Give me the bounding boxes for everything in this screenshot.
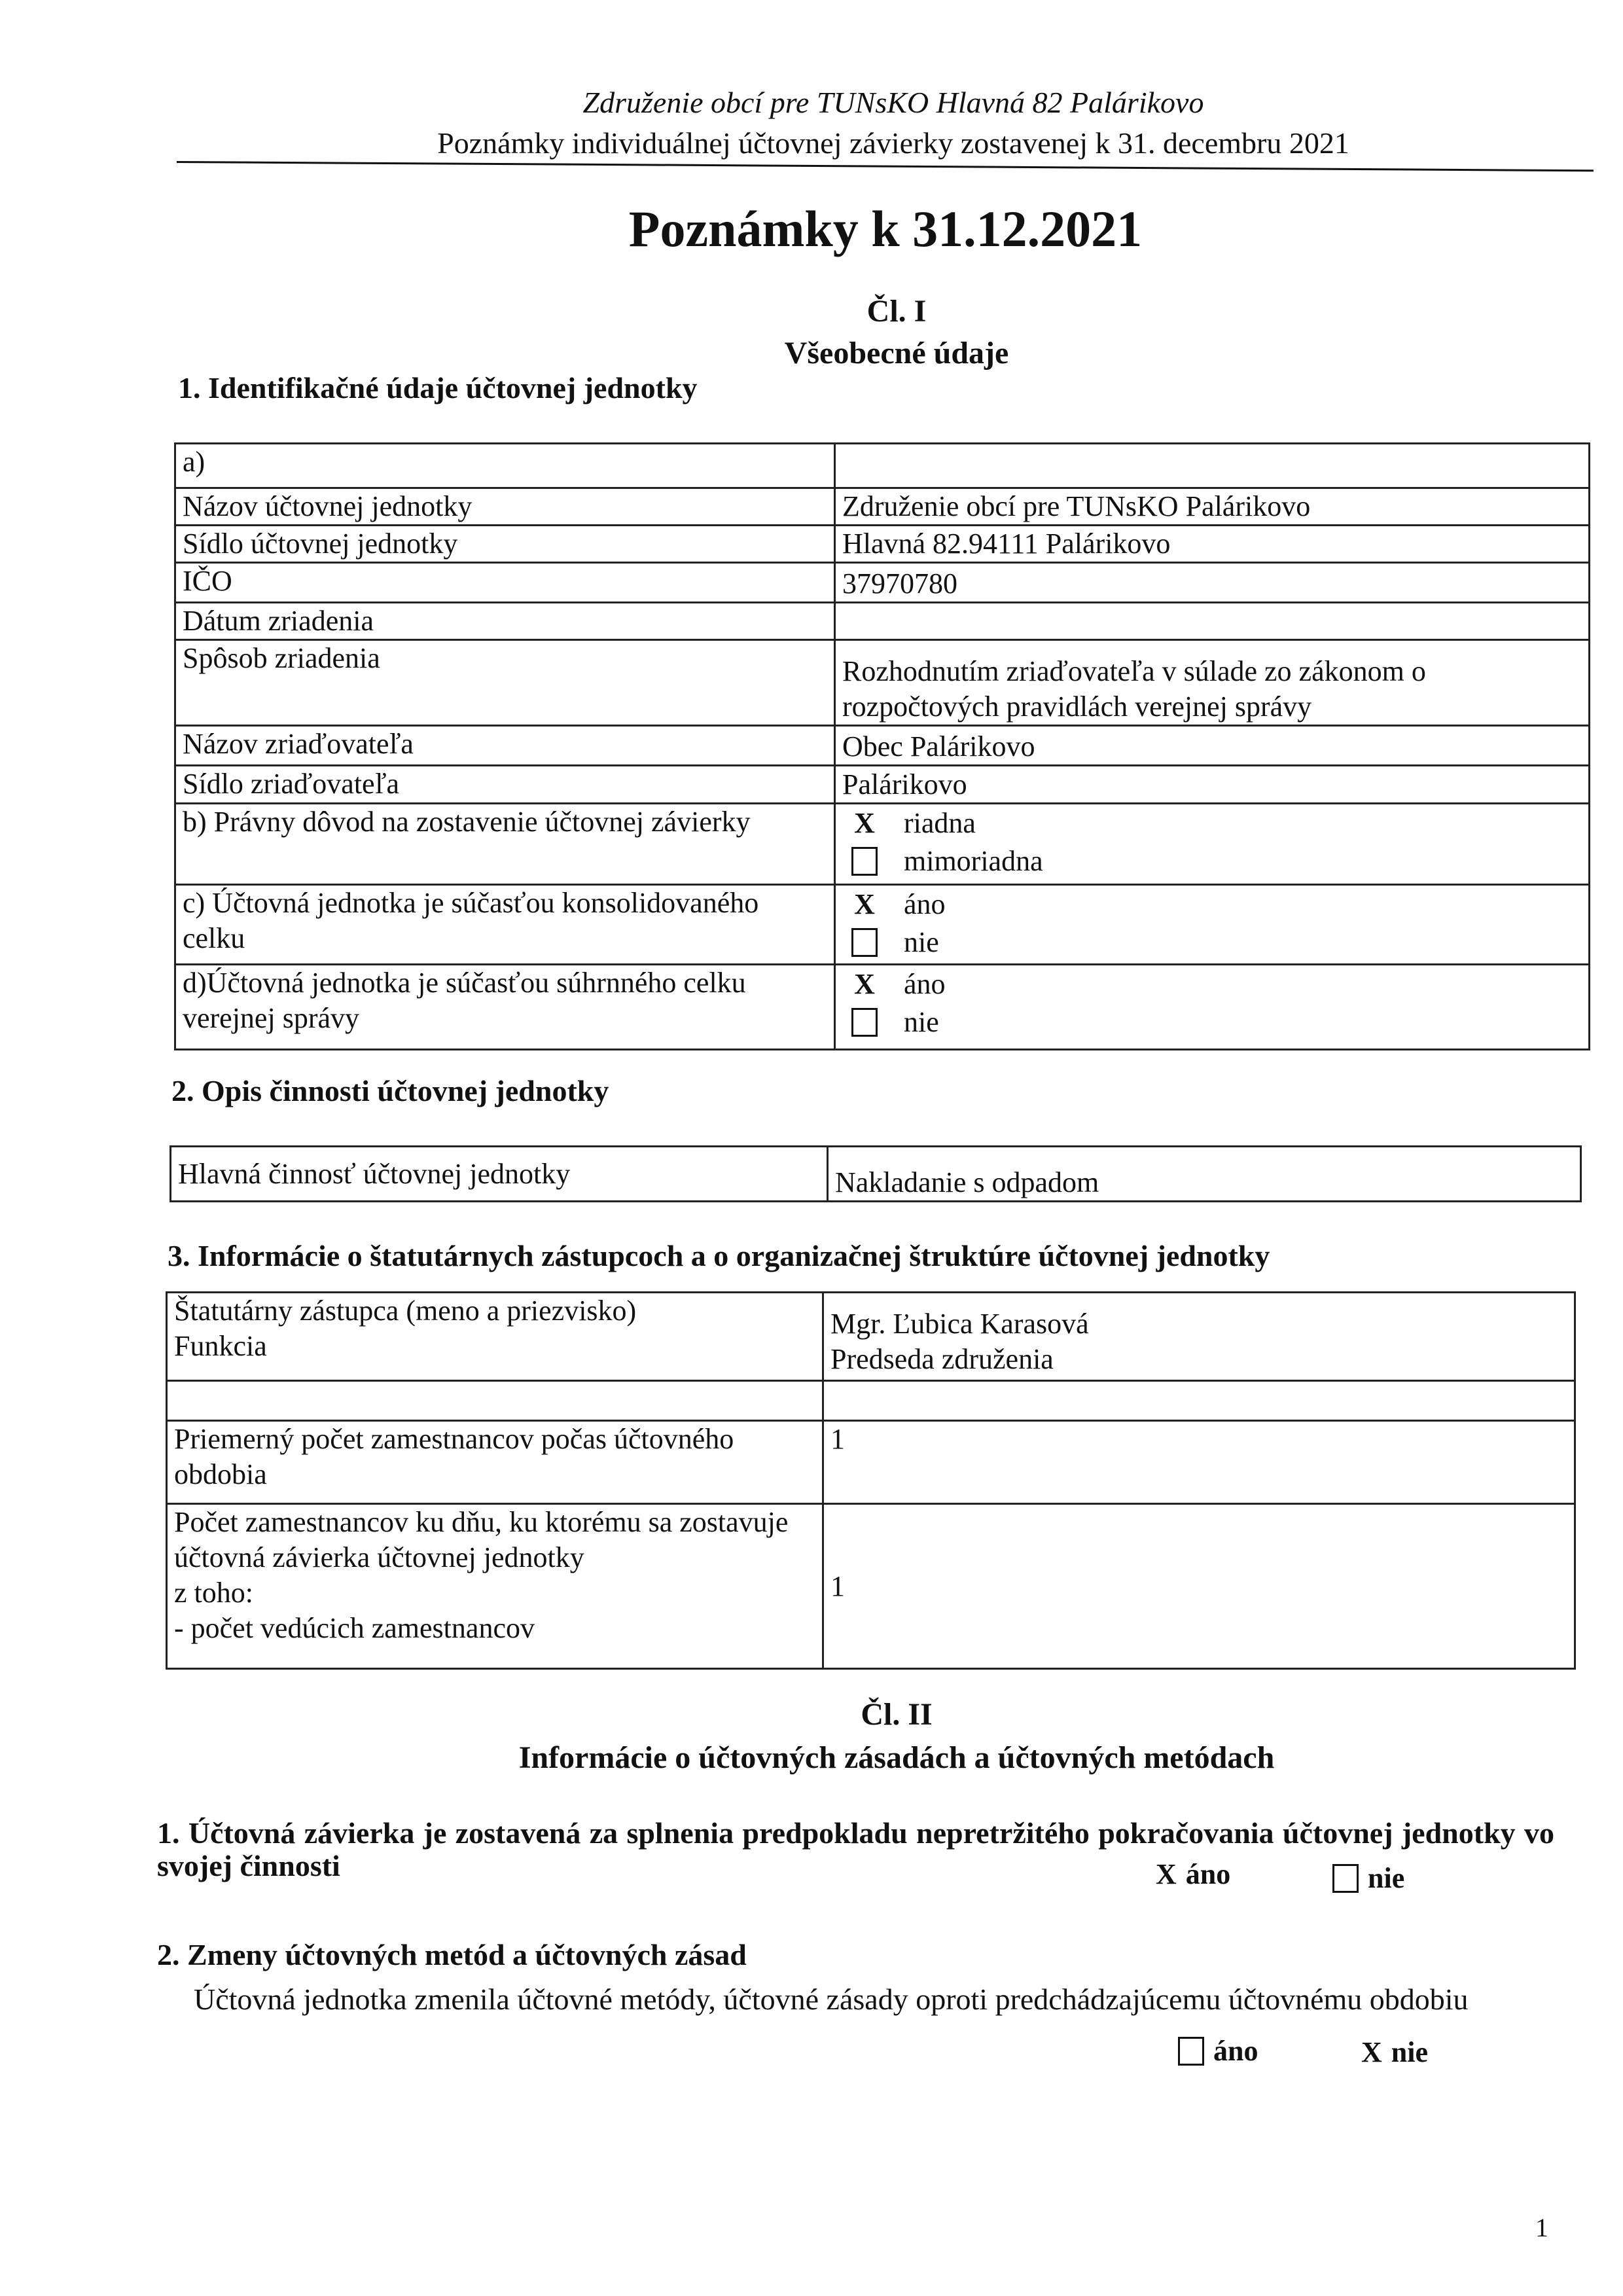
empty-checkbox-icon[interactable] xyxy=(1332,1864,1359,1893)
row-options xyxy=(835,804,1590,885)
option-áno[interactable] xyxy=(851,965,1582,1003)
representative-value xyxy=(823,1293,1575,1381)
option-label: áno xyxy=(904,888,946,920)
option-riadna[interactable] xyxy=(851,804,1582,842)
row-value xyxy=(835,444,1590,488)
x-mark-icon[interactable]: X xyxy=(854,888,875,920)
item-2-text: Účtovná jednotka zmenila účtovné metódy, účtovné zásady oproti predchádzajúcemu účtovnému obdobiu xyxy=(194,1982,1469,2016)
empty-checkbox-icon[interactable] xyxy=(851,1008,878,1037)
row-label: Sídlo účtovnej jednotky xyxy=(175,526,835,563)
checkbox-row xyxy=(175,885,1590,965)
item-1-yes-option[interactable] xyxy=(1156,1857,1230,1891)
item-2-no-label: nie xyxy=(1391,2036,1429,2068)
row-label: b) Právny dôvod na zostavenie účtovnej závierky xyxy=(175,804,835,885)
article-1-heading: Všeobecné údaje xyxy=(784,336,1009,370)
row-label: Názov účtovnej jednotky xyxy=(175,488,835,526)
option-label: riadna xyxy=(904,807,976,839)
item-2-yes-option[interactable] xyxy=(1178,2034,1258,2068)
item-1-no-label: nie xyxy=(1368,1862,1405,1894)
empty-checkbox-icon[interactable] xyxy=(851,847,878,876)
item-1-no-option[interactable] xyxy=(1332,1861,1404,1895)
x-mark-icon: X xyxy=(1361,2036,1382,2068)
article-2-heading: Informácie o účtovných zásadách a účtovných metódach xyxy=(518,1740,1275,1775)
header-subtitle: Poznámky individuálnej účtovnej závierky zostavenej k 31. decembru 2021 xyxy=(437,126,1349,160)
item-2-yes-label: áno xyxy=(1213,2035,1258,2067)
row-label: a) xyxy=(175,444,835,488)
option-label: nie xyxy=(904,1006,939,1038)
table-row xyxy=(175,444,1590,488)
x-mark-icon[interactable]: X xyxy=(854,968,875,1000)
option-nie[interactable] xyxy=(851,924,1582,961)
item-1-text: 1. Účtovná závierka je zostavená za splnenia predpokladu nepretržitého pokračovania účtovnej jednotky vo svojej činnosti xyxy=(157,1816,1554,1882)
x-mark-icon[interactable]: X xyxy=(854,807,875,839)
header-organization: Združenie obcí pre TUNsKO Hlavná 82 Palárikovo xyxy=(582,86,1204,119)
checkbox-row xyxy=(175,804,1590,885)
identification-table xyxy=(174,442,1590,1050)
table-row xyxy=(175,563,1590,603)
representative-name-label: Štatutárny zástupca (meno a priezvisko) xyxy=(174,1295,637,1327)
empty-cell xyxy=(823,1381,1575,1421)
table-row xyxy=(175,640,1590,726)
empty-cell xyxy=(167,1381,823,1421)
section-1-title: 1. Identifikačné údaje účtovnej jednotky xyxy=(178,371,698,404)
row-options xyxy=(835,965,1590,1050)
row-options xyxy=(835,885,1590,965)
row-label: c) Účtovná jednotka je súčasťou konsolidovaného celku xyxy=(175,885,835,965)
average-employees-value: 1 xyxy=(823,1421,1575,1504)
option-label: áno xyxy=(904,968,946,1000)
empty-checkbox-icon[interactable] xyxy=(851,928,878,957)
row-label: d)Účtovná jednotka je súčasťou súhrnného celku verejnej správy xyxy=(175,965,835,1050)
table-row xyxy=(175,726,1590,766)
average-employees-label: Priemerný počet zamestnancov počas účtovného obdobia xyxy=(167,1421,823,1504)
item-1-yes-label: áno xyxy=(1185,1858,1231,1890)
row-value: Obec Palárikovo xyxy=(835,726,1590,766)
table-row xyxy=(175,488,1590,526)
statutory-table xyxy=(166,1291,1576,1670)
employee-count-label xyxy=(167,1504,823,1669)
activity-label: Hlavná činnosť účtovnej jednotky xyxy=(171,1147,828,1202)
row-value: Palárikovo xyxy=(835,766,1590,804)
x-mark-icon: X xyxy=(1156,1858,1177,1890)
representative-label xyxy=(167,1293,823,1381)
employee-count-value: 1 xyxy=(823,1504,1575,1669)
managers-count-label: - počet vedúcich zamestnancov xyxy=(174,1612,535,1644)
option-nie[interactable] xyxy=(851,1003,1582,1041)
article-1-number: Čl. I xyxy=(866,294,927,329)
empty-checkbox-icon[interactable] xyxy=(1178,2037,1204,2066)
employee-count-subtext: z toho: xyxy=(174,1577,253,1609)
row-value: Rozhodnutím zriaďovateľa v súlade zo zákonom o rozpočtových pravidlách verejnej správy xyxy=(835,640,1590,726)
activity-table xyxy=(169,1145,1582,1202)
item-2-title: 2. Zmeny účtovných metód a účtovných zásad xyxy=(157,1938,747,1971)
row-value: Hlavná 82.94111 Palárikovo xyxy=(835,526,1590,563)
row-value: 37970780 xyxy=(835,563,1590,603)
option-áno[interactable] xyxy=(851,886,1582,924)
representative-name: Mgr. Ľubica Karasová xyxy=(830,1308,1089,1340)
table-row xyxy=(175,766,1590,804)
row-value xyxy=(835,603,1590,640)
table-row xyxy=(175,603,1590,640)
page-number: 1 xyxy=(1535,2213,1548,2242)
article-2-number: Čl. II xyxy=(861,1697,933,1732)
row-value: Združenie obcí pre TUNsKO Palárikovo xyxy=(835,488,1590,526)
table-row xyxy=(175,526,1590,563)
representative-function: Predseda združenia xyxy=(830,1343,1054,1375)
employee-count-text: Počet zamestnancov ku dňu, ku ktorému sa zostavuje účtovná závierka účtovnej jednotky xyxy=(174,1506,789,1573)
checkbox-row xyxy=(175,965,1590,1050)
section-2-title: 2. Opis činnosti účtovnej jednotky xyxy=(171,1074,609,1107)
row-label: Sídlo zriaďovateľa xyxy=(175,766,835,804)
option-label: mimoriadna xyxy=(904,845,1043,877)
activity-value: Nakladanie s odpadom xyxy=(828,1147,1581,1202)
option-label: nie xyxy=(904,926,939,958)
row-label: Spôsob zriadenia xyxy=(175,640,835,726)
representative-function-label: Funkcia xyxy=(174,1330,267,1362)
row-label: IČO xyxy=(175,563,835,603)
page-title: Poznámky k 31.12.2021 xyxy=(628,200,1143,257)
item-2-no-option[interactable] xyxy=(1361,2036,1428,2069)
option-mimoriadna[interactable] xyxy=(851,842,1582,880)
section-3-title: 3. Informácie o štatutárnych zástupcoch a o organizačnej štruktúre účtovnej jednotky xyxy=(168,1239,1270,1272)
row-label: Dátum zriadenia xyxy=(175,603,835,640)
header-rule xyxy=(177,161,1594,171)
row-label: Názov zriaďovateľa xyxy=(175,726,835,766)
